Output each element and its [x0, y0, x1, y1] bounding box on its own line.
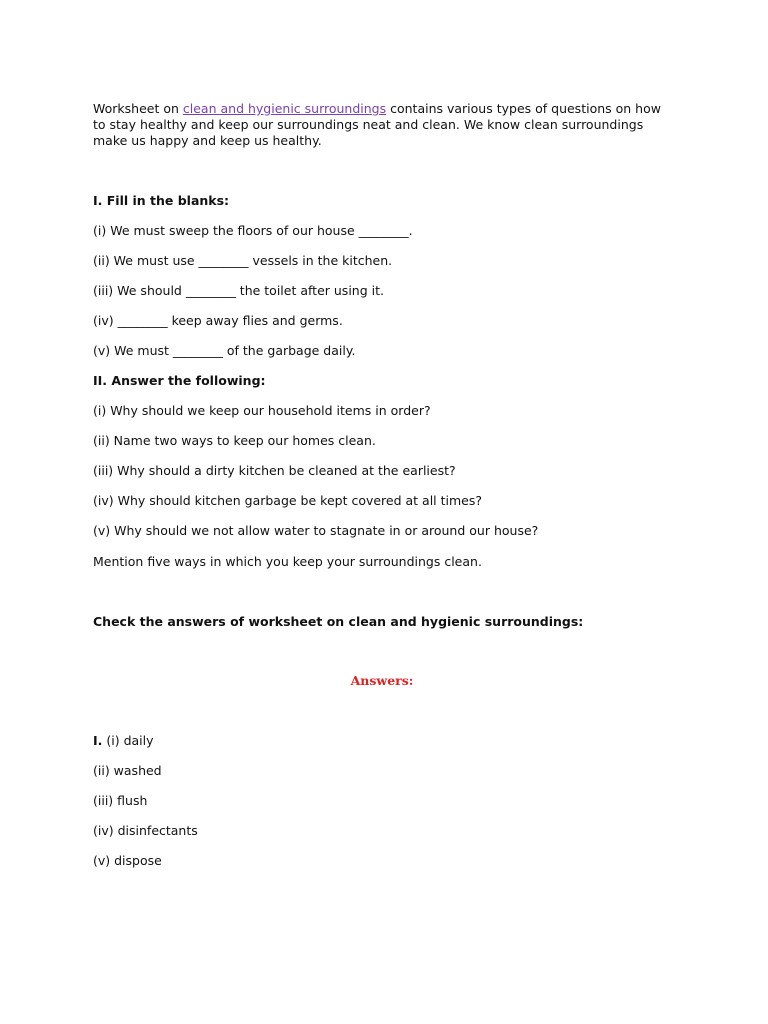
question-item: (i) Why should we keep our household items in order?: [93, 403, 431, 418]
intro-prefix: Worksheet on: [93, 101, 183, 116]
answer-item: (ii) washed: [93, 763, 162, 778]
fill-blank-item: (iv) ________ keep away flies and germs.: [93, 313, 343, 328]
fill-blank-item: (v) We must ________ of the garbage daily.: [93, 343, 356, 358]
fill-blank-item: (i) We must sweep the floors of our house ________.: [93, 223, 413, 238]
answer-text: (i) daily: [102, 733, 154, 748]
answer-item: [93, 733, 154, 749]
answer-item: (iv) disinfectants: [93, 823, 198, 838]
question-item: (iv) Why should kitchen garbage be kept covered at all times?: [93, 493, 483, 508]
fill-blank-item: (ii) We must use ________ vessels in the kitchen.: [93, 253, 393, 268]
intro-paragraph: [93, 101, 673, 149]
question-item: (iii) Why should a dirty kitchen be cleaned at the earliest?: [93, 463, 456, 478]
clean-hygienic-surroundings-link[interactable]: clean and hygienic surroundings: [182, 101, 387, 116]
check-answers-heading: Check the answers of worksheet on clean and hygienic surroundings:: [93, 614, 584, 629]
question-item: (ii) Name two ways to keep our homes clean.: [93, 433, 376, 448]
answers-title: Answers:: [350, 673, 414, 688]
question-item: (v) Why should we not allow water to stagnate in or around our house?: [93, 523, 539, 538]
intro-suffix: contains various types of questions on how to stay healthy and keep our surroundings neat and clean. We know clean surroundings make us happy and keep us healthy.: [93, 101, 661, 148]
section2-heading: II. Answer the following:: [93, 373, 266, 388]
mention-five-ways-item: Mention five ways in which you keep your surroundings clean.: [93, 554, 482, 569]
fill-blank-item: (iii) We should ________ the toilet after using it.: [93, 283, 384, 298]
answer-item: (iii) flush: [93, 793, 148, 808]
answers-section-prefix: I.: [93, 733, 103, 748]
answer-item: (v) dispose: [93, 853, 162, 868]
section1-heading: I. Fill in the blanks:: [93, 193, 230, 208]
